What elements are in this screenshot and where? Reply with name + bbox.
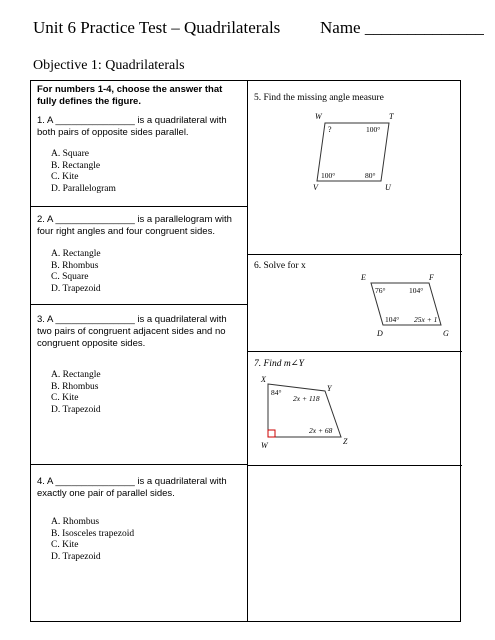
- question-1-options: [51, 149, 116, 195]
- question-3-stem: 3. A _______________ is a quadrilateral with two pairs of congruent adjacent sides and no congruent opposite sides.: [37, 314, 227, 349]
- vertex-f: F: [429, 273, 434, 282]
- option[interactable]: C. Kite: [51, 393, 79, 403]
- angle-x: 84°: [271, 388, 282, 397]
- angle-v: 100°: [321, 171, 336, 180]
- right-angle-marker: [268, 430, 275, 437]
- angle-z: 2x + 68: [309, 426, 333, 435]
- angle-y: 2x + 118: [293, 394, 320, 403]
- angle-g: 25x + 1: [414, 315, 438, 324]
- option[interactable]: C. Kite: [51, 540, 79, 550]
- parallelogram-wtvu-figure: [303, 109, 403, 191]
- option[interactable]: D. Trapezoid: [51, 283, 101, 294]
- row-divider: [247, 465, 462, 466]
- question-3-options: [51, 370, 101, 416]
- vertex-w: W: [315, 112, 322, 121]
- row-divider: [247, 254, 462, 255]
- objective-heading: Objective 1: Quadrilaterals: [33, 58, 185, 73]
- option[interactable]: B. Rhombus: [51, 381, 99, 392]
- angle-u: 80°: [365, 171, 376, 180]
- vertex-g: G: [443, 329, 449, 338]
- name-field: Name ______________: [320, 18, 484, 37]
- vertex-v: V: [313, 183, 318, 191]
- option[interactable]: A. Square: [51, 149, 89, 159]
- option[interactable]: D. Trapezoid: [51, 404, 101, 415]
- option[interactable]: B. Rhombus: [51, 260, 99, 271]
- parallelogram-efdg-figure: [353, 271, 463, 346]
- question-7-prompt: 7. Find m∠Y: [254, 359, 304, 369]
- vertex-w: W: [261, 441, 268, 450]
- vertex-z: Z: [343, 437, 348, 446]
- row-divider: [31, 304, 247, 305]
- option[interactable]: D. Trapezoid: [51, 551, 101, 562]
- option[interactable]: A. Rectangle: [51, 370, 101, 380]
- option[interactable]: A. Rectangle: [51, 249, 101, 259]
- angle-unknown: ?: [328, 125, 332, 134]
- row-divider: [31, 206, 247, 207]
- question-grid: [30, 80, 461, 622]
- angle-e: 76°: [375, 286, 386, 295]
- angle-d: 104°: [385, 315, 400, 324]
- question-6-prompt: 6. Solve for x: [254, 261, 306, 271]
- option[interactable]: A. Rhombus: [51, 517, 100, 527]
- vertex-x: X: [261, 375, 266, 384]
- vertex-u: U: [385, 183, 391, 191]
- question-4-options: [51, 517, 134, 563]
- trapezoid-xywz-figure: [257, 373, 387, 455]
- question-2-stem: 2. A _______________ is a parallelogram with four right angles and four congruent sides.: [37, 214, 232, 237]
- row-divider: [247, 351, 462, 352]
- question-1-stem: 1. A _______________ is a quadrilateral with both pairs of opposite sides parallel.: [37, 115, 227, 138]
- vertex-d: D: [377, 329, 383, 338]
- vertex-e: E: [361, 273, 366, 282]
- instructions: For numbers 1-4, choose the answer that fully defines the figure.: [37, 84, 223, 107]
- question-4-stem: 4. A _______________ is a quadrilateral with exactly one pair of parallel sides.: [37, 476, 227, 499]
- question-5-prompt: 5. Find the missing angle measure: [254, 93, 384, 103]
- vertex-y: Y: [327, 384, 332, 393]
- option[interactable]: B. Isosceles trapezoid: [51, 528, 135, 539]
- option[interactable]: C. Kite: [51, 172, 79, 182]
- option[interactable]: B. Rectangle: [51, 160, 101, 171]
- vertex-t: T: [389, 112, 394, 121]
- angle-f: 104°: [409, 286, 424, 295]
- angle-t: 100°: [366, 125, 381, 134]
- option[interactable]: D. Parallelogram: [51, 183, 116, 194]
- row-divider: [31, 464, 247, 465]
- page-title: Unit 6 Practice Test – Quadrilaterals: [33, 18, 281, 37]
- question-2-options: [51, 249, 101, 295]
- option[interactable]: C. Square: [51, 272, 89, 282]
